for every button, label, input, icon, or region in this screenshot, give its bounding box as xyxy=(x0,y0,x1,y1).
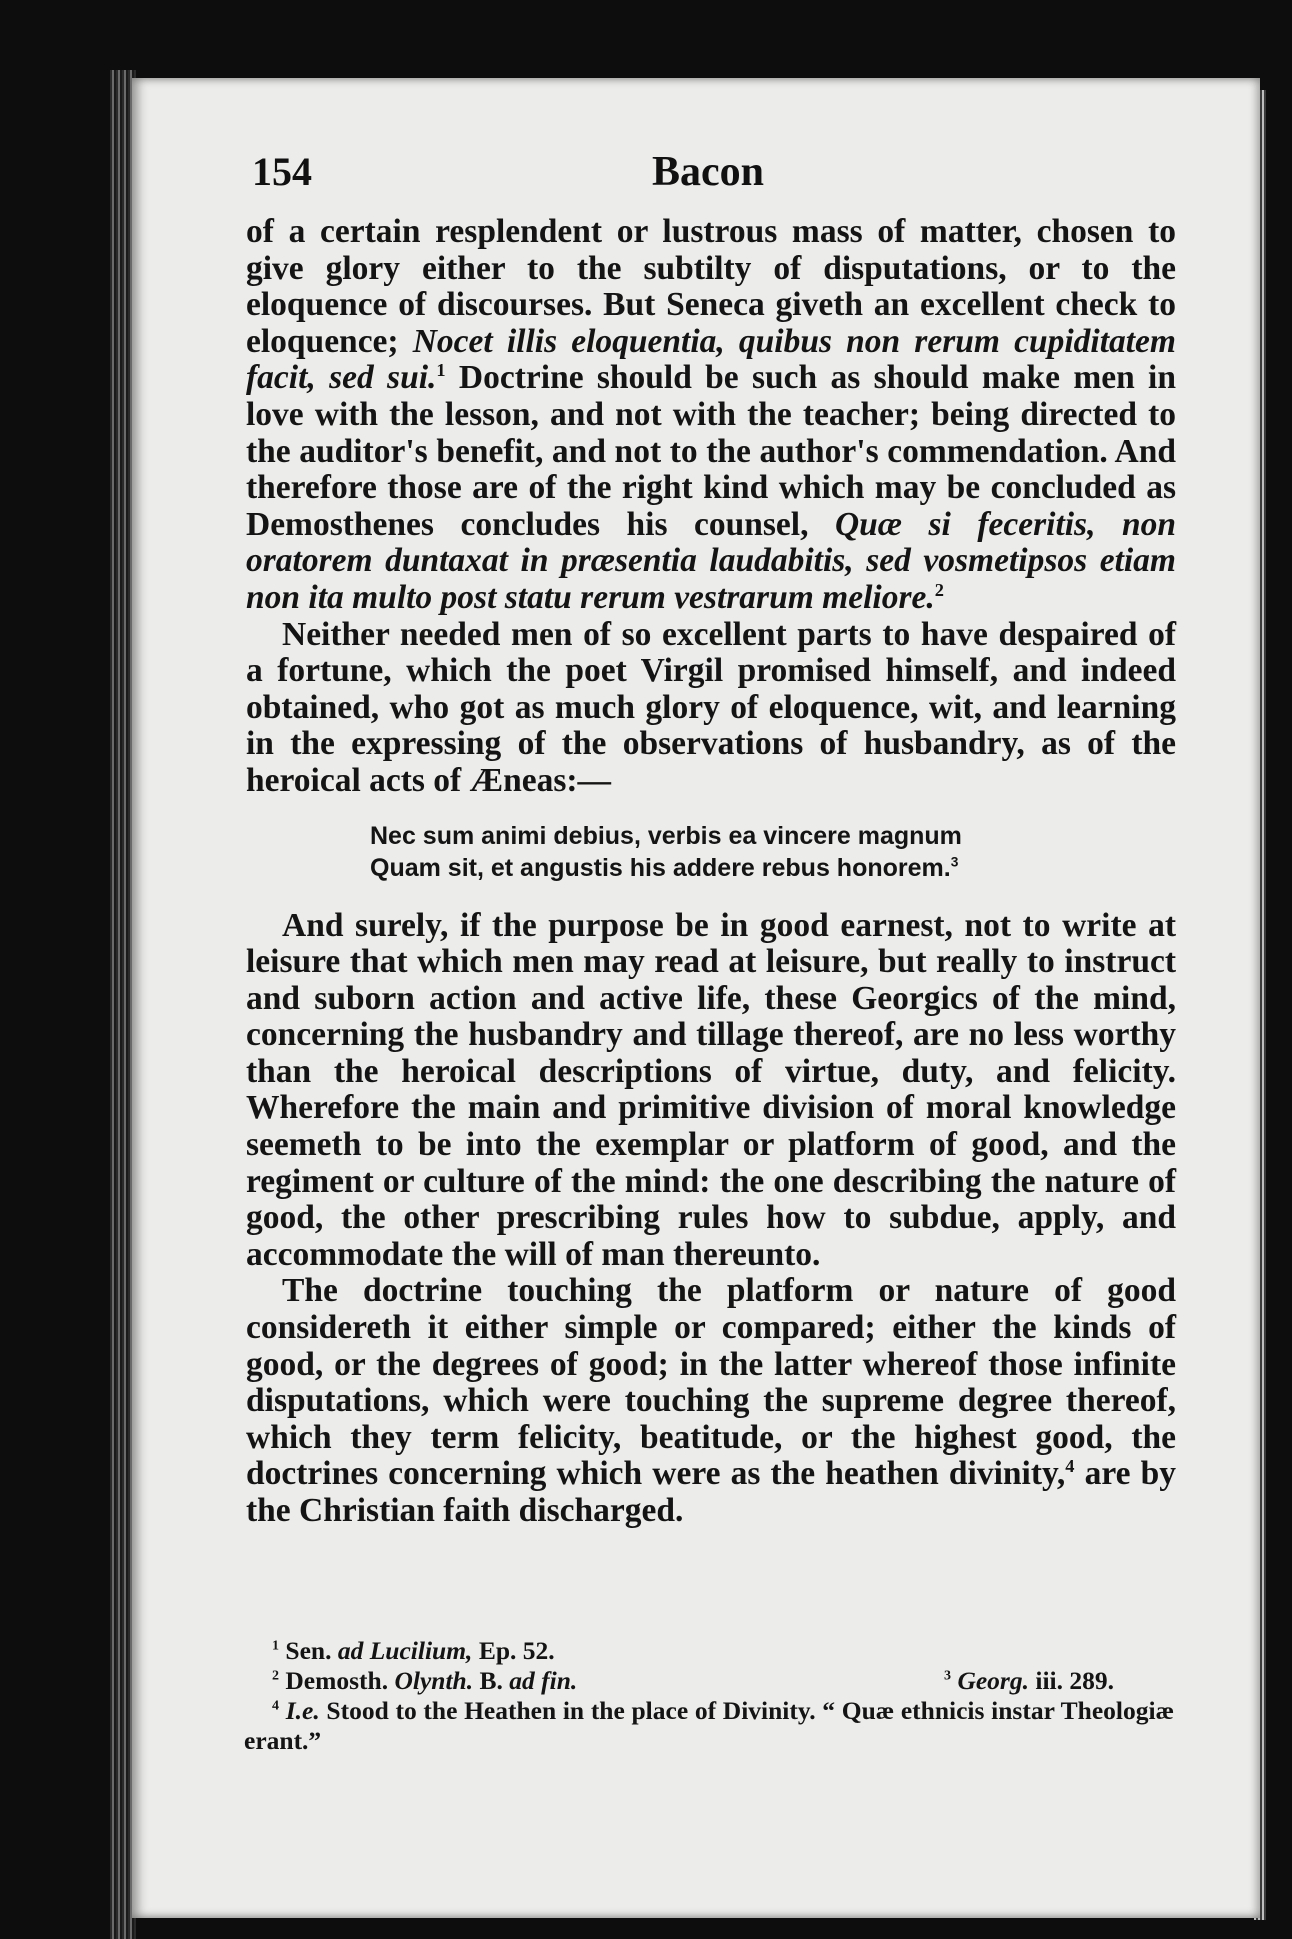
running-head xyxy=(252,148,1172,198)
verse-quote xyxy=(246,820,1176,884)
main-text xyxy=(246,214,1176,1530)
footnote-2: $^2$ Demosth. Olynth. B. ad fin. xyxy=(272,1666,578,1695)
footnote-ref-3[interactable]: 3 xyxy=(950,854,959,870)
paragraph-4: The doctrine touching the platform or nature of good considereth it either simple or compared; either the kinds of good, or the degrees of good; in the latter whereof those infinite disputations, which were touching the supreme degree thereof, which they term felicity, beatitude, or the highest good, the doctrines concerning which were as the heathen divinity,$^4$ are by the Christian faith discharged. xyxy=(246,1272,1176,1529)
page-number: 154 xyxy=(252,149,312,194)
latin-quote-demosthenes: Quæ si feceritis, non oratorem duntaxat in præsentia laudabitis, sed vosmetipsos etiam non ita multo post statu rerum vestrarum meliore. xyxy=(246,505,1176,616)
paragraph-2: Neither needed men of so excellent parts to have despaired of a fortune, which the poet Virgil promised himself, and indeed obtained, who got as much glory of eloquence, wit, and learning in the expressing of the observations of husbandry, as of the heroical acts of Æneas:— xyxy=(246,615,1176,799)
footnote-4: $^4$ I.e. Stood to the Heathen in the place of Divinity. “ Quæ ethnicis instar Theologiæ erant.” xyxy=(244,1696,1174,1755)
verse-line-1: Nec sum animi debius, verbis ea vincere magnum xyxy=(370,821,962,850)
footnote-ref-2[interactable]: 2 xyxy=(934,579,944,600)
paragraph-3: And surely, if the purpose be in good earnest, not to write at leisure that which men may read at leisure, but really to instruct and suborn action and active life, these Georgics of the mind, concerning the husbandry and tillage thereof, are no less worthy than the heroical descriptions of virtue, duty, and felicity. Wherefore the main and primitive division of moral knowledge seemeth to be into the exemplar or platform of good, and the regiment or culture of the mind: the one describing the nature of good, the other prescribing rules how to subdue, apply, and accommodate the will of man thereunto. xyxy=(246,906,1176,1273)
paragraph-1: of a certain resplendent or lustrous mass of matter, chosen to give glory either to the subtilty of disputations, or to the eloquence of discourses. But Seneca giveth an excellent check to eloquence; Nocet illis eloquentia, quibus non rerum cupiditatem facit, sed sui.$^1$ Doctrine should be such as should make men in love with the lesson, and not with the teacher; being directed to the auditor's benefit, and not to the author's commendation. And therefore those are of the right kind which may be concluded as Demosthenes concludes his counsel, Quæ si feceritis, non oratorem duntaxat in præsentia laudabitis, sed vosmetipsos etiam non ita multo post statu rerum vestrarum meliore.$^2$ xyxy=(246,213,1176,616)
footnote-row-2-3 xyxy=(244,1666,1174,1696)
footnote-ref-1[interactable]: 1 xyxy=(436,360,446,381)
footnote-1: $^1$ Sen. ad Lucilium, Ep. 52. xyxy=(272,1636,555,1665)
footnote-ref-4[interactable]: 4 xyxy=(1065,1456,1075,1477)
latin-quote-seneca: Nocet illis eloquentia, quibus non rerum cupiditatem facit, sed sui. xyxy=(246,322,1176,397)
footnote-3: $^3$ Georg. iii. 289. xyxy=(944,1666,1114,1695)
verse-line-2: Quam sit, et angustis his addere rebus honorem.$^3$ xyxy=(370,853,959,882)
footnotes xyxy=(244,1636,1174,1756)
running-title: Bacon xyxy=(652,149,765,195)
